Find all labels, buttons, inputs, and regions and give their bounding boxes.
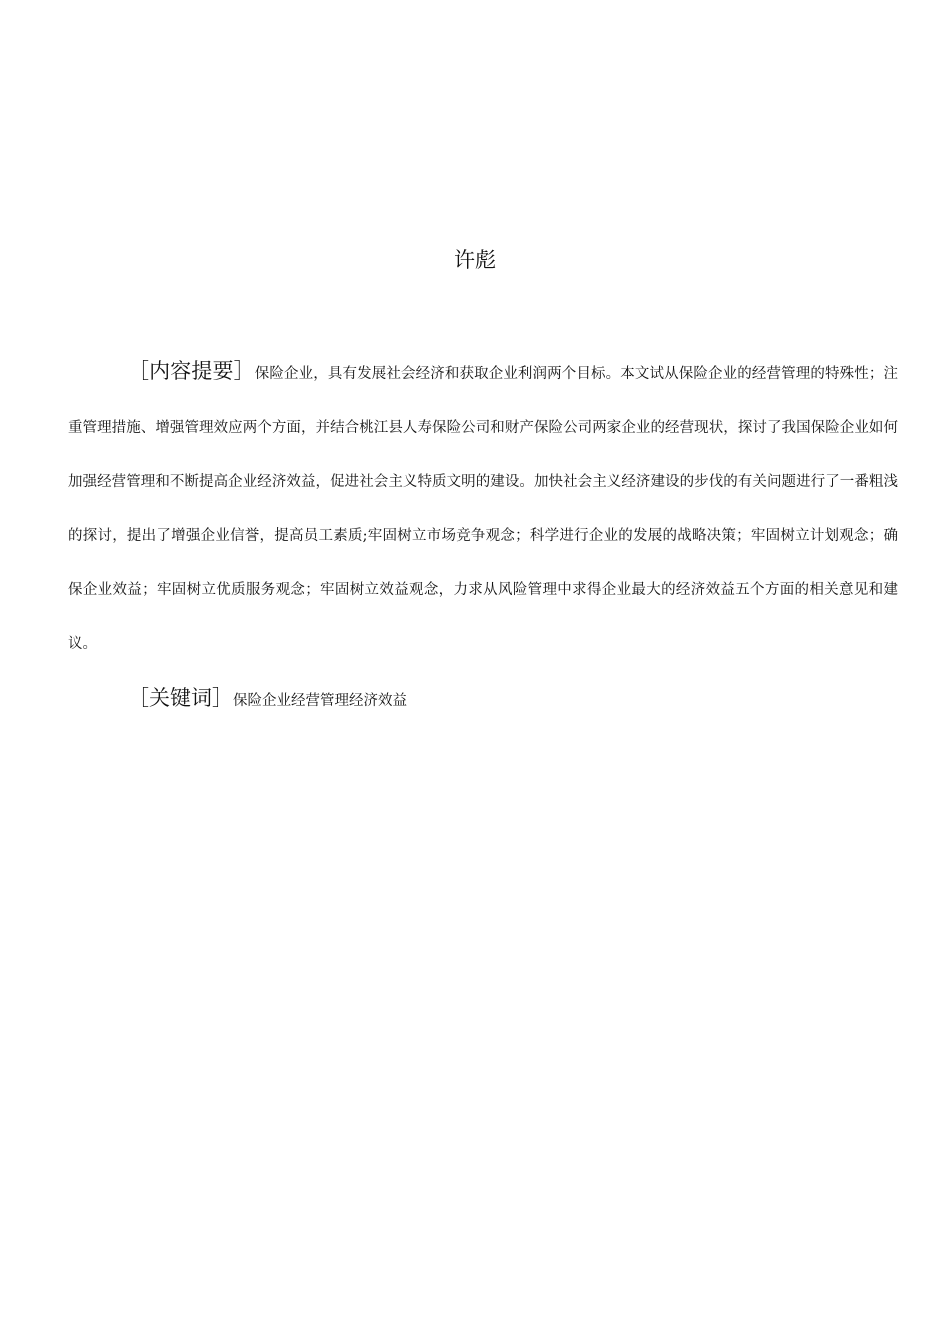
abstract-text: 保险企业，具有发展社会经济和获取企业利润两个目标。本文试从保险企业的经营管理的特殊性；注重管理措施、增强管理效应两个方面，并结合桃江县人寿保险公司和财产保险公司两家企业的经营现状，探讨了我国保险企业如何加强经营管理和不断提高企业经济效益，促进社会主义特质文明的建设。加快社会主义经济建设的步伐的有关问题进行了一番粗浅的探讨，提出了增强企业信誉，提高员工素质;牢固树立市场竞争观念；科学进行企业的发展的战略决策；牢固树立计划观念；确保企业效益；牢固树立优质服务观念；牢固树立效益观念，力求从风险管理中求得企业最大的经济效益五个方面的相关意见和建议。 xyxy=(68,366,898,652)
abstract-paragraph xyxy=(68,344,898,671)
author-name: 许彪 xyxy=(454,248,496,272)
keywords-text: 保险企业经营管理经济效益 xyxy=(233,693,407,709)
abstract-label: ［内容提要］ xyxy=(128,359,255,383)
keywords-paragraph xyxy=(128,678,898,721)
keywords-label: ［关键词］ xyxy=(128,686,233,710)
